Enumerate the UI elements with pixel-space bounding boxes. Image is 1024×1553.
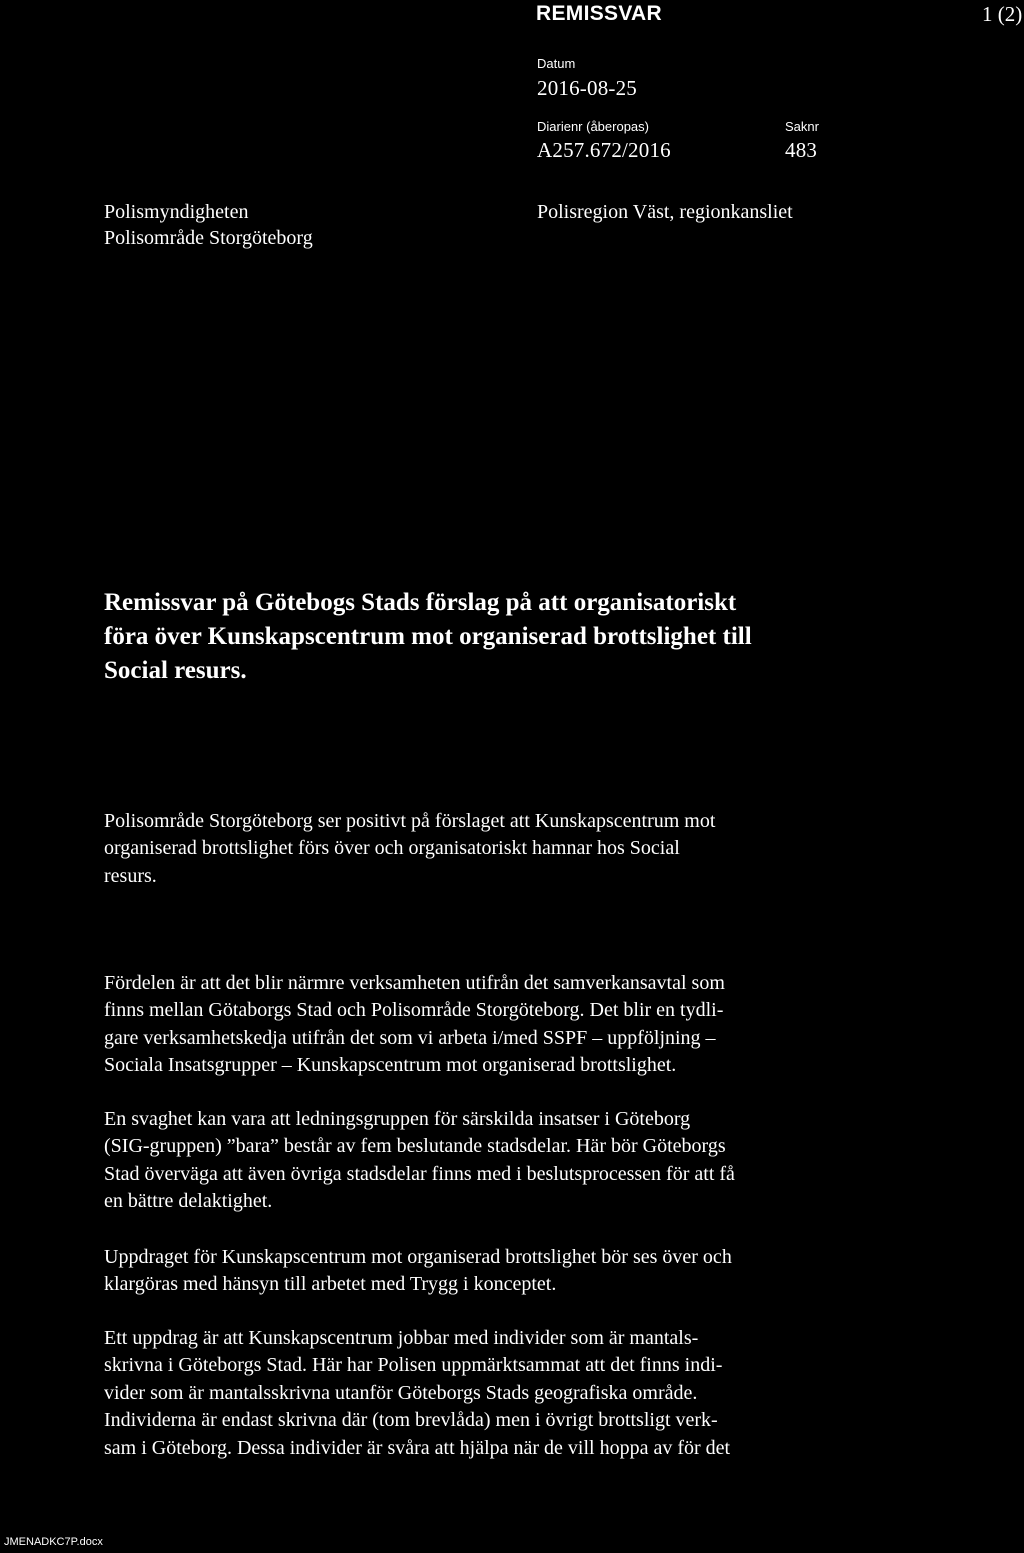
paragraph-line: Individerna är endast skrivna där (tom brevlåda) men i övrigt brottsligt verk- <box>104 1409 718 1432</box>
recipient-line-1: Polisregion Väst, regionkansliet <box>537 201 793 223</box>
document-title <box>104 586 904 688</box>
paragraph-line: (SIG-gruppen) ”bara” består av fem beslutande stadsdelar. Här bör Göteborgs <box>104 1135 726 1158</box>
paragraph-line: gare verksamhetskedja utifrån det som vi arbeta i/med SSPF – uppföljning – <box>104 1026 716 1049</box>
paragraph-line: sam i Göteborg. Dessa individer är svåra att hjälpa när de vill hoppa av för det <box>104 1436 731 1459</box>
paragraph-1 <box>104 808 864 890</box>
saknr-value: 483 <box>785 138 818 162</box>
saknr-label: Saknr <box>785 119 819 134</box>
sender-line-2: Polisområde Storgöteborg <box>104 227 313 249</box>
paragraph-line: Uppdraget för Kunskapscentrum mot organiserad brottslighet bör ses över och <box>104 1246 732 1268</box>
paragraph-line: Sociala Insatsgrupper – Kunskapscentrum mot organiserad brottslighet. <box>104 1054 677 1077</box>
paragraph-2 <box>104 970 864 1080</box>
paragraph-line: Stad överväga att även övriga stadsdelar finns med i beslutsprocessen för att få <box>104 1162 735 1185</box>
diarienr-label: Diarienr (åberopas) <box>537 119 649 134</box>
title-line: Social resurs. <box>104 657 247 684</box>
paragraph-line: En svaghet kan vara att ledningsgruppen för särskilda insatser i Göteborg <box>104 1108 691 1130</box>
paragraph-line: organiserad brottslighet förs över och organisatoriskt hamnar hos Social <box>104 837 680 860</box>
paragraph-line: klargöras med hänsyn till arbetet med Trygg i konceptet. <box>104 1273 557 1296</box>
sender-line-1: Polismyndigheten <box>104 201 249 223</box>
paragraph-line: finns mellan Götaborgs Stad och Polisområde Storgöteborg. Det blir en tydli- <box>104 999 724 1022</box>
footer-filename: JMENADKC7P.docx <box>4 1536 103 1548</box>
paragraph-line: vider som är mantalsskrivna utanför Göteborgs Stads geografiska område. <box>104 1381 698 1404</box>
sender-address <box>104 199 313 251</box>
document-type: REMISSVAR <box>536 2 662 25</box>
paragraph-line: Fördelen är att det blir närmre verksamheten utifrån det samverkansavtal som <box>104 972 725 994</box>
page-number: 1 (2) <box>982 2 1023 26</box>
recipient-address <box>537 199 793 225</box>
date-value: 2016-08-25 <box>537 76 637 100</box>
paragraph-line: Polisområde Storgöteborg ser positivt på förslaget att Kunskapscentrum mot <box>104 810 716 832</box>
paragraph-5 <box>104 1325 864 1462</box>
paragraph-line: skrivna i Göteborgs Stad. Här har Polisen uppmärktsammat att det finns indi- <box>104 1354 723 1377</box>
diarienr-value: A257.672/2016 <box>537 138 671 162</box>
paragraph-line: Ett uppdrag är att Kunskapscentrum jobbar med individer som är mantals- <box>104 1327 699 1349</box>
paragraph-line: resurs. <box>104 864 157 887</box>
title-line: föra över Kunskapscentrum mot organiserad brottslighet till <box>104 623 752 650</box>
paragraph-line: en bättre delaktighet. <box>104 1190 273 1213</box>
paragraph-4 <box>104 1244 864 1299</box>
title-line: Remissvar på Götebogs Stads förslag på att organisatoriskt <box>104 589 737 616</box>
paragraph-3 <box>104 1106 864 1216</box>
date-label: Datum <box>537 56 576 71</box>
